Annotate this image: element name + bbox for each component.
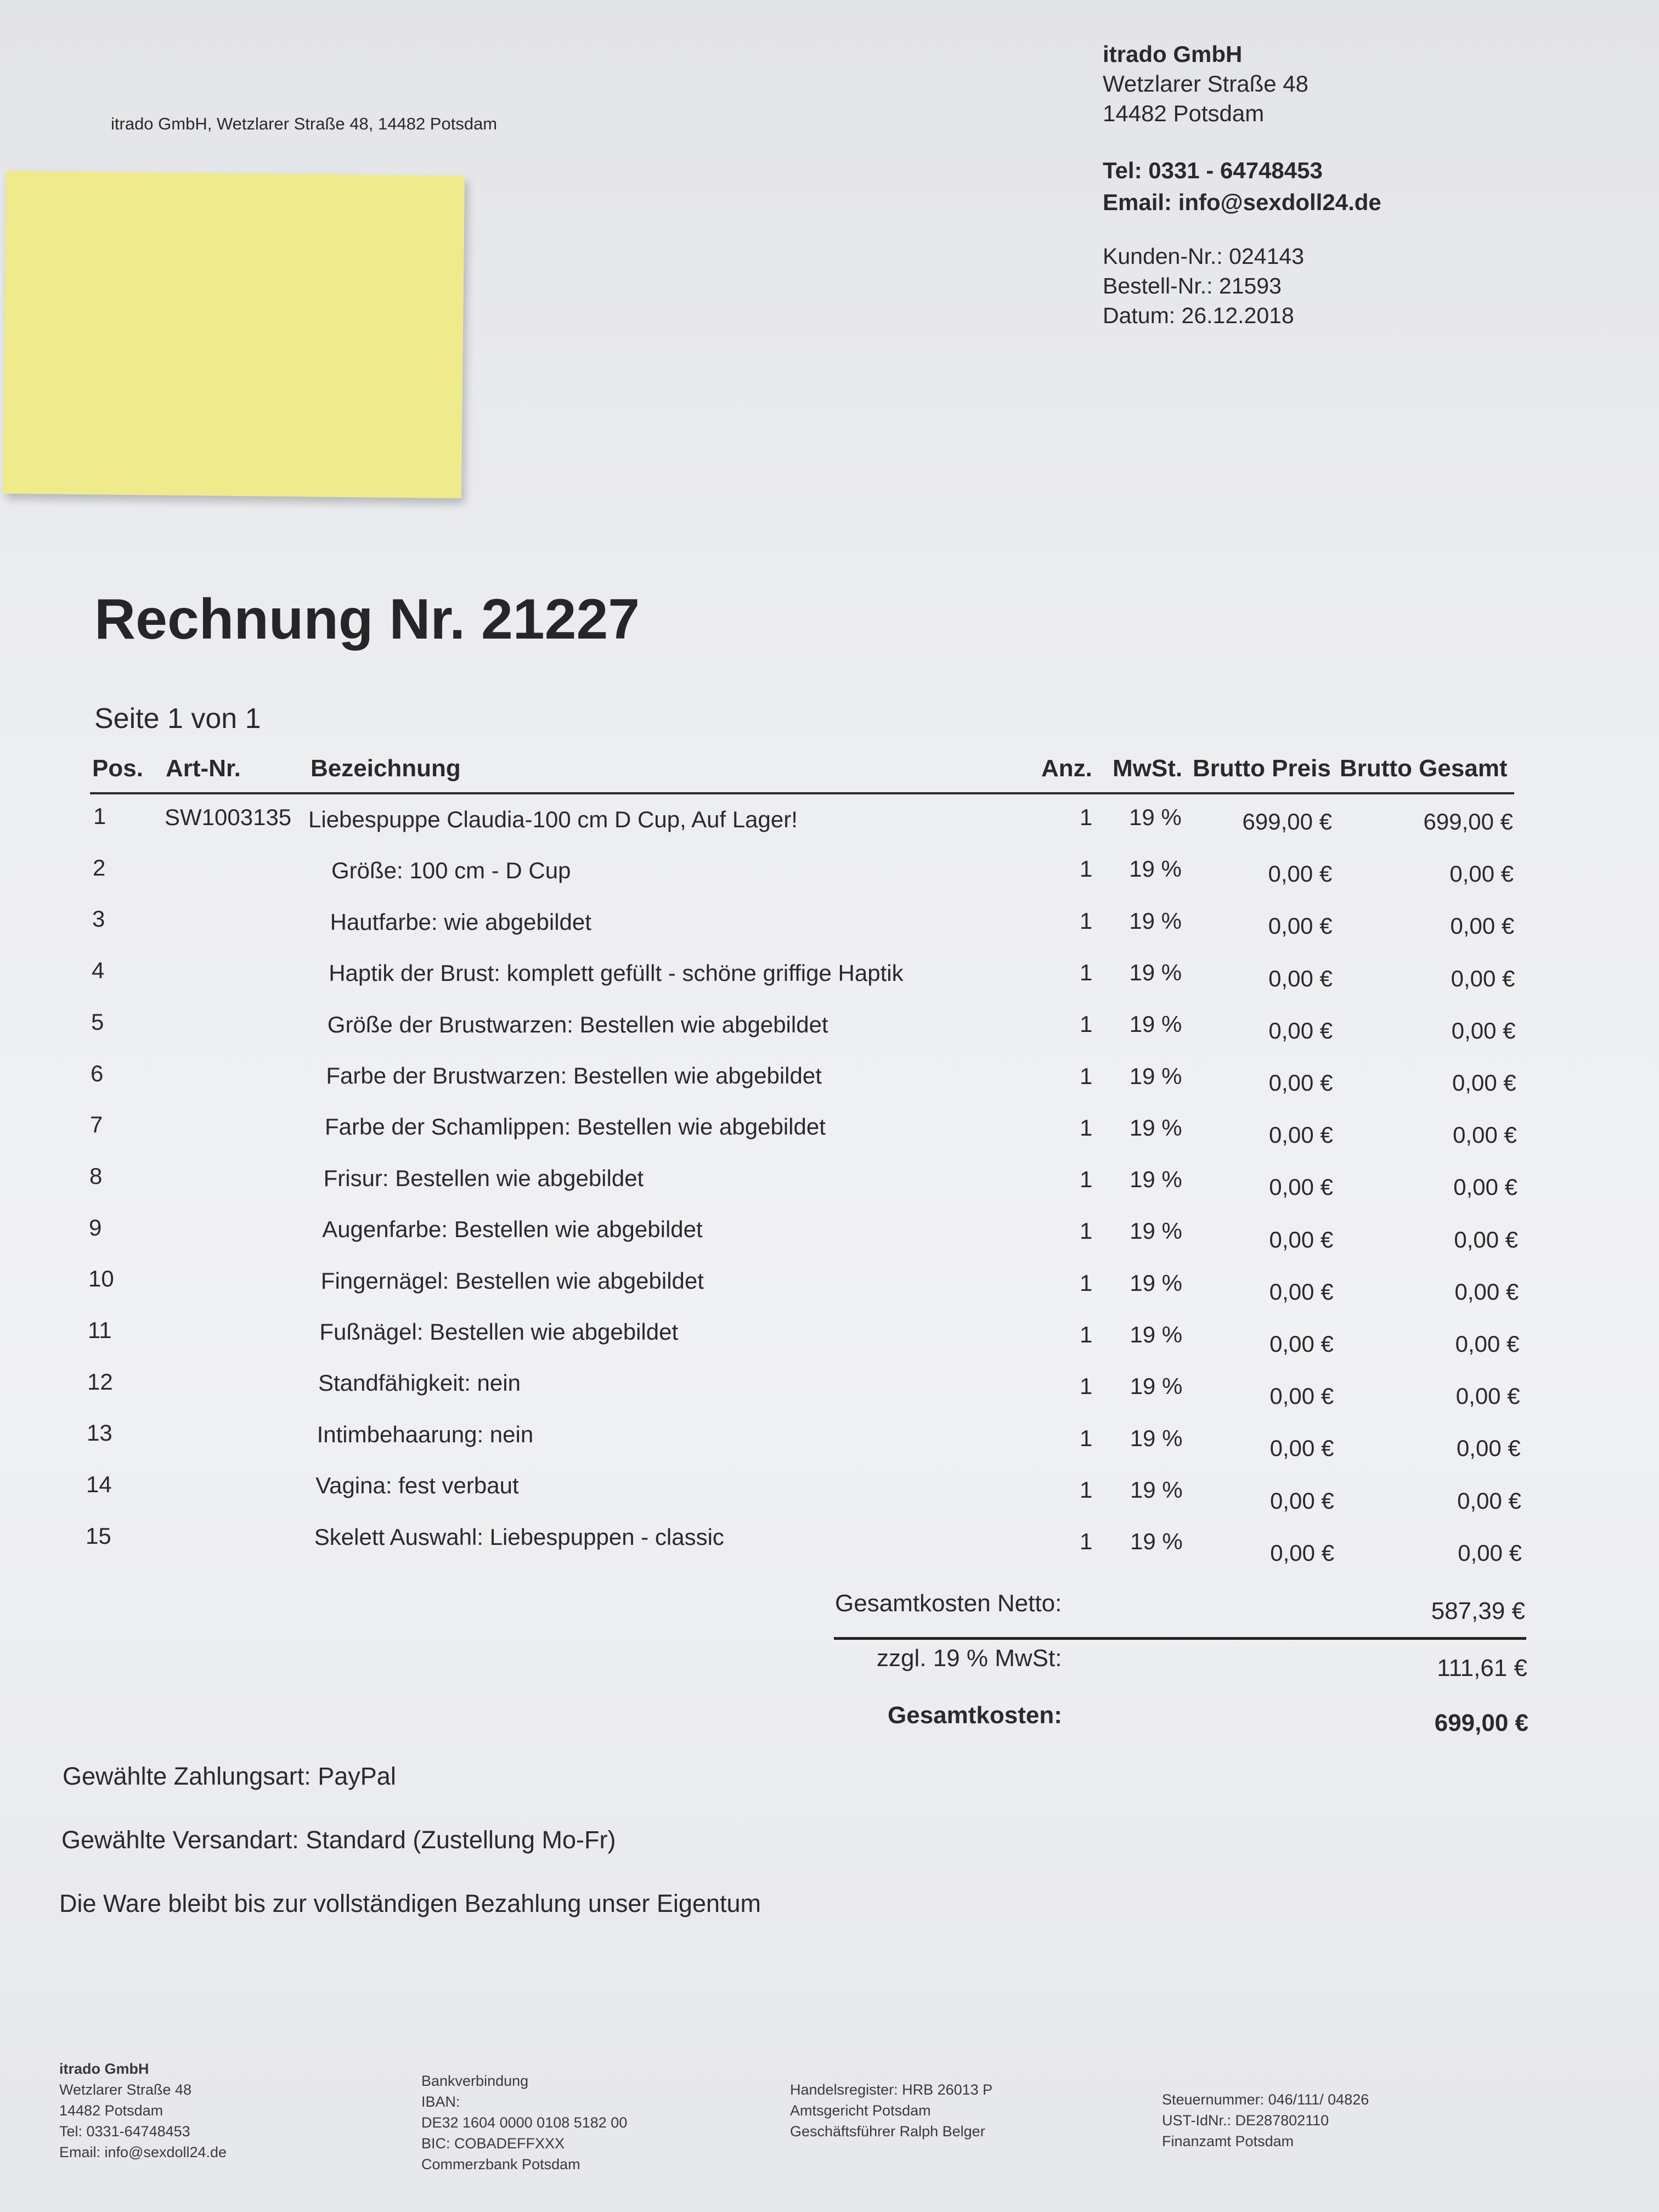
row-unit-price: 0,00 € — [1269, 1331, 1334, 1357]
row-vat: 19 % — [1129, 1063, 1182, 1089]
row-total-price: 0,00 € — [1455, 1331, 1520, 1357]
mwst-value: 111,61 € — [1437, 1655, 1527, 1681]
header-brutto-preis: Brutto Preis — [1193, 755, 1331, 782]
row-vat: 19 % — [1130, 1218, 1182, 1244]
footer-tax-line: UST-IdNr.: DE287802110 — [1162, 2112, 1329, 2129]
company-street: Wetzlarer Straße 48 — [1103, 71, 1309, 97]
row-description: Standfähigkeit: nein — [318, 1370, 521, 1396]
company-contact — [1103, 155, 1381, 218]
row-qty: 1 — [1080, 1425, 1093, 1451]
row-pos: 12 — [87, 1368, 113, 1395]
footer-register-line: Amtsgericht Potsdam — [790, 2102, 931, 2119]
row-unit-price: 0,00 € — [1269, 1435, 1334, 1462]
row-description: Vagina: fest verbaut — [315, 1472, 519, 1499]
row-total-price: 0,00 € — [1453, 1122, 1517, 1148]
row-total-price: 0,00 € — [1458, 1539, 1522, 1566]
page-info: Seite 1 von 1 — [94, 703, 261, 735]
row-qty: 1 — [1080, 907, 1093, 934]
row-pos: 9 — [89, 1214, 102, 1240]
row-unit-price: 0,00 € — [1269, 1226, 1334, 1252]
footer-bank-line: Commerzbank Potsdam — [421, 2156, 580, 2172]
row-total-price: 0,00 € — [1452, 1070, 1516, 1096]
footer-company-line: 14482 Potsdam — [59, 2102, 163, 2119]
row-vat: 19 % — [1130, 1269, 1183, 1296]
row-qty: 1 — [1080, 1166, 1093, 1193]
row-pos: 1 — [93, 803, 106, 829]
row-art-nr: SW1003135 — [165, 804, 292, 830]
footer-bank-line: BIC: COBADEFFXXX — [421, 2135, 565, 2152]
row-description: Skelett Auswahl: Liebespuppen - classic — [314, 1523, 724, 1550]
row-unit-price: 0,00 € — [1268, 1122, 1333, 1148]
row-qty: 1 — [1080, 1528, 1093, 1555]
row-qty: 1 — [1080, 1269, 1093, 1296]
row-vat: 19 % — [1130, 1373, 1183, 1400]
mwst-label: zzgl. 19 % MwSt: — [877, 1645, 1062, 1672]
footer-company-line: Email: info@sexdoll24.de — [59, 2144, 227, 2160]
row-vat: 19 % — [1129, 907, 1182, 934]
header-mwst: MwSt. — [1113, 755, 1183, 782]
footer-company — [59, 2058, 227, 2163]
row-vat: 19 % — [1130, 1425, 1183, 1451]
footer-register-line: Geschäftsführer Ralph Belger — [790, 2123, 985, 2140]
footer-register — [790, 2079, 992, 2142]
footer-bank-line: DE32 1604 0000 0108 5182 00 — [421, 2114, 628, 2131]
row-qty: 1 — [1080, 1114, 1093, 1141]
customer-number: Kunden-Nr.: 024143 — [1103, 244, 1304, 269]
row-qty: 1 — [1080, 1373, 1093, 1400]
header-bezeichnung: Bezeichnung — [311, 755, 461, 782]
row-description: Intimbehaarung: nein — [317, 1421, 534, 1447]
row-unit-price: 0,00 € — [1268, 1070, 1333, 1096]
row-total-price: 0,00 € — [1450, 913, 1515, 939]
row-unit-price: 0,00 € — [1268, 965, 1333, 991]
row-pos: 7 — [90, 1111, 103, 1138]
company-email: Email: info@sexdoll24.de — [1103, 189, 1381, 215]
row-description: Frisur: Bestellen wie abgebildet — [323, 1165, 644, 1191]
ownership-note: Die Ware bleibt bis zur vollständigen Bezahlung unser Eigentum — [59, 1889, 761, 1917]
footer-tax — [1162, 2089, 1369, 2152]
row-total-price: 0,00 € — [1456, 1435, 1521, 1462]
row-description: Farbe der Brustwarzen: Bestellen wie abgebildet — [326, 1063, 822, 1088]
row-total-price: 0,00 € — [1454, 1226, 1519, 1252]
invoice-date: Datum: 26.12.2018 — [1103, 303, 1294, 328]
netto-value: 587,39 € — [1431, 1598, 1525, 1624]
row-vat: 19 % — [1129, 1011, 1182, 1037]
row-unit-price: 0,00 € — [1270, 1539, 1334, 1566]
row-vat: 19 % — [1130, 1322, 1183, 1347]
row-pos: 14 — [86, 1471, 112, 1498]
row-description: Hautfarbe: wie abgebildet — [330, 909, 591, 935]
row-description: Fußnägel: Bestellen wie abgebildet — [319, 1319, 679, 1345]
shipping-method: Gewählte Versandart: Standard (Zustellung Mo-Fr) — [61, 1826, 616, 1854]
footer-company-line: Wetzlarer Straße 48 — [59, 2081, 192, 2098]
row-qty: 1 — [1080, 1476, 1093, 1503]
row-unit-price: 0,00 € — [1268, 861, 1333, 887]
row-total-price: 0,00 € — [1455, 1383, 1520, 1409]
row-qty: 1 — [1080, 1322, 1093, 1347]
row-vat: 19 % — [1129, 1114, 1182, 1141]
row-vat: 19 % — [1130, 1528, 1183, 1555]
row-unit-price: 0,00 € — [1269, 1174, 1333, 1200]
row-qty: 1 — [1080, 959, 1093, 985]
row-pos: 2 — [93, 854, 106, 881]
gesamt-value: 699,00 € — [1434, 1709, 1528, 1736]
footer-tax-line: Steuernummer: 046/111/ 04826 — [1162, 2091, 1369, 2108]
row-total-price: 0,00 € — [1453, 1174, 1517, 1200]
row-total-price: 0,00 € — [1451, 1017, 1516, 1043]
header-rule — [90, 792, 1514, 794]
footer-bank-line: Bankverbindung — [421, 2073, 529, 2089]
header-brutto-gesamt: Brutto Gesamt — [1340, 755, 1508, 782]
row-vat: 19 % — [1129, 856, 1182, 882]
row-description: Augenfarbe: Bestellen wie abgebildet — [322, 1216, 703, 1243]
row-qty: 1 — [1080, 856, 1093, 882]
row-total-price: 699,00 € — [1423, 809, 1513, 834]
company-tel: Tel: 0331 - 64748453 — [1103, 157, 1323, 183]
company-name: itrado GmbH — [1103, 41, 1243, 67]
footer-company-line: itrado GmbH — [59, 2061, 149, 2077]
sticky-note — [3, 171, 465, 499]
header-anz: Anz. — [1041, 755, 1092, 782]
row-total-price: 0,00 € — [1451, 965, 1515, 991]
row-unit-price: 0,00 € — [1268, 1017, 1333, 1043]
row-unit-price: 0,00 € — [1269, 1487, 1334, 1514]
row-pos: 15 — [86, 1522, 111, 1549]
row-total-price: 0,00 € — [1449, 861, 1514, 887]
row-description: Größe: 100 cm - D Cup — [331, 857, 571, 884]
netto-label: Gesamtkosten Netto: — [835, 1590, 1062, 1617]
footer-tax-line: Finanzamt Potsdam — [1162, 2133, 1294, 2149]
row-pos: 3 — [92, 906, 105, 932]
row-pos: 5 — [91, 1008, 104, 1035]
row-vat: 19 % — [1130, 1476, 1183, 1503]
row-description: Farbe der Schamlippen: Bestellen wie abgebildet — [325, 1114, 826, 1140]
footer-bank — [421, 2070, 627, 2175]
footer-company-line: Tel: 0331-64748453 — [59, 2123, 190, 2140]
totals-rule — [834, 1637, 1526, 1640]
row-unit-price: 699,00 € — [1242, 809, 1332, 834]
row-description: Fingernägel: Bestellen wie abgebildet — [320, 1267, 704, 1294]
row-vat: 19 % — [1129, 804, 1182, 830]
row-unit-price: 0,00 € — [1269, 1383, 1334, 1409]
row-pos: 4 — [92, 957, 105, 984]
row-description: Liebespuppe Claudia-100 cm D Cup, Auf Lager! — [308, 806, 798, 832]
row-total-price: 0,00 € — [1457, 1487, 1521, 1514]
row-vat: 19 % — [1129, 959, 1182, 985]
row-description: Größe der Brustwarzen: Bestellen wie abgebildet — [327, 1011, 828, 1037]
row-pos: 8 — [89, 1163, 103, 1189]
row-qty: 1 — [1080, 1063, 1093, 1089]
gesamt-label: Gesamtkosten: — [888, 1702, 1062, 1729]
order-meta — [1103, 241, 1304, 330]
footer-bank-line: IBAN: — [421, 2094, 460, 2110]
row-qty: 1 — [1080, 804, 1093, 830]
row-pos: 13 — [87, 1420, 112, 1446]
sender-address-line: itrado GmbH, Wetzlarer Straße 48, 14482 Potsdam — [111, 114, 498, 133]
company-city: 14482 Potsdam — [1103, 100, 1265, 126]
row-qty: 1 — [1080, 1218, 1093, 1244]
row-qty: 1 — [1080, 1011, 1093, 1037]
row-description: Haptik der Brust: komplett gefüllt - schöne griffige Haptik — [329, 960, 904, 986]
order-number: Bestell-Nr.: 21593 — [1103, 273, 1282, 298]
footer-register-line: Handelsregister: HRB 26013 P — [790, 2081, 993, 2098]
row-unit-price: 0,00 € — [1268, 913, 1333, 939]
row-pos: 6 — [91, 1060, 104, 1086]
header-art-nr: Art-Nr. — [166, 755, 241, 782]
invoice-title: Rechnung Nr. 21227 — [94, 588, 640, 651]
company-address — [1103, 40, 1308, 128]
row-pos: 11 — [88, 1317, 112, 1343]
header-pos: Pos. — [92, 755, 143, 782]
row-unit-price: 0,00 € — [1269, 1278, 1334, 1305]
row-vat: 19 % — [1130, 1166, 1182, 1193]
payment-method: Gewählte Zahlungsart: PayPal — [63, 1762, 396, 1790]
row-pos: 10 — [88, 1266, 114, 1292]
row-total-price: 0,00 € — [1454, 1278, 1519, 1305]
